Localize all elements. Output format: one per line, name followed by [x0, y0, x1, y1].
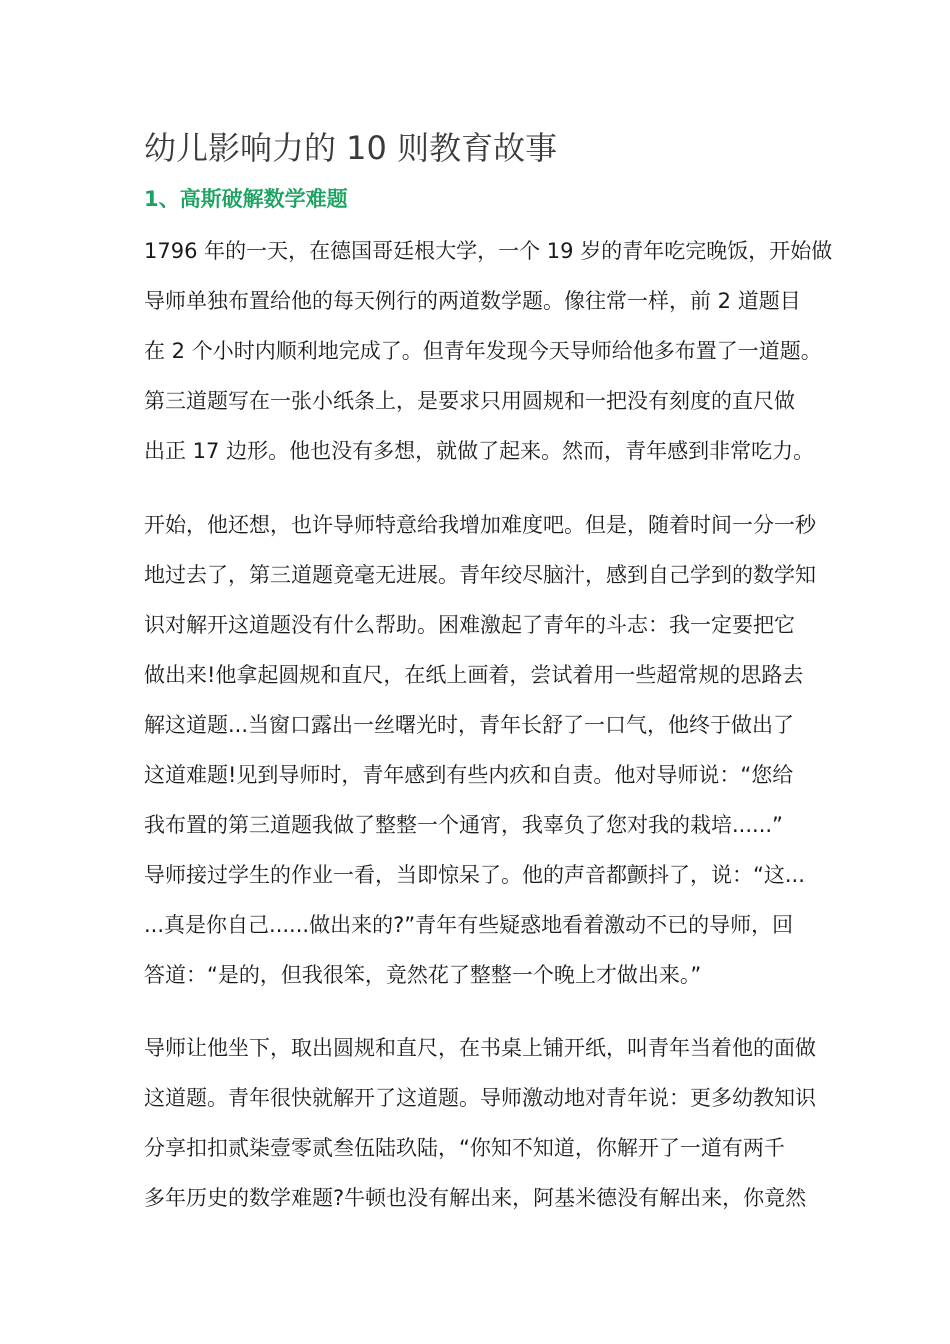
- paragraph-line: ...真是你自己......做出来的?”青年有些疑惑地看着激动不已的导师，回: [144, 913, 794, 937]
- paragraph-line: 第三道题写在一张小纸条上，是要求只用圆规和一把没有刻度的直尺做: [144, 389, 795, 413]
- paragraph-line: 做出来!他拿起圆规和直尺，在纸上画着，尝试着用一些超常规的思路去: [144, 663, 804, 687]
- paragraph-line: 答道：“是的，但我很笨，竟然花了整整一个晚上才做出来。”: [144, 963, 702, 987]
- paragraph-line: 导师让他坐下，取出圆规和直尺，在书桌上铺开纸，叫青年当着他的面做: [144, 1036, 816, 1060]
- section-heading: 1、高斯破解数学难题: [144, 187, 348, 211]
- paragraph-line: 导师单独布置给他的每天例行的两道数学题。像往常一样，前 2 道题目: [144, 289, 801, 313]
- paragraph-line: 这道题。青年很快就解开了这道题。导师激动地对青年说：更多幼教知识: [144, 1086, 816, 1110]
- paragraph-2: [144, 500, 814, 1000]
- paragraph-1: [144, 226, 833, 476]
- paragraph-line: 开始，他还想，也许导师特意给我增加难度吧。但是，随着时间一分一秒: [144, 513, 816, 537]
- document-title: 幼儿影响力的 10 则教育故事: [144, 129, 558, 167]
- paragraph-line: 我布置的第三道题我做了整整一个通宵，我辜负了您对我的栽培......”: [144, 813, 783, 837]
- paragraph-line: 1796 年的一天，在德国哥廷根大学，一个 19 岁的青年吃完晚饭，开始做: [144, 239, 833, 263]
- paragraph-line: 地过去了，第三道题竟毫无进展。青年绞尽脑汁，感到自己学到的数学知: [144, 563, 816, 587]
- paragraph-line: 在 2 个小时内顺利地完成了。但青年发现今天导师给他多布置了一道题。: [144, 339, 822, 363]
- paragraph-line: 识对解开这道题没有什么帮助。困难激起了青年的斗志：我一定要把它: [144, 613, 795, 637]
- paragraph-line: 分享扣扣贰柒壹零贰叁伍陆玖陆，“你知不知道，你解开了一道有两千: [144, 1136, 785, 1160]
- paragraph-line: 导师接过学生的作业一看，当即惊呆了。他的声音都颤抖了，说：“这...: [144, 863, 805, 887]
- paragraph-line: 解这道题...当窗口露出一丝曙光时，青年长舒了一口气，他终于做出了: [144, 713, 795, 737]
- paragraph-line: 这道难题!见到导师时，青年感到有些内疚和自责。他对导师说：“您给: [144, 763, 794, 787]
- paragraph-line: 多年历史的数学难题?牛顿也没有解出来，阿基米德没有解出来，你竟然: [144, 1186, 807, 1210]
- paragraph-3: [144, 1023, 814, 1223]
- paragraph-line: 出正 17 边形。他也没有多想，就做了起来。然而，青年感到非常吃力。: [144, 439, 815, 463]
